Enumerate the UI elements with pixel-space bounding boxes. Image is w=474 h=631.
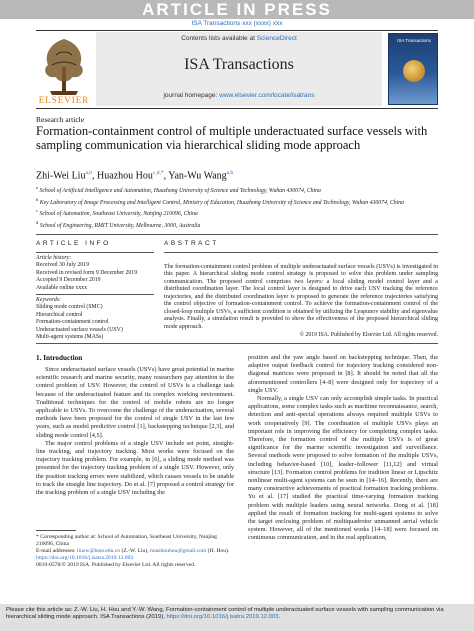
contents-prefix: Contents lists available at	[181, 35, 257, 42]
abstract-copyright: © 2019 ISA. Published by Elsevier Ltd. All rights reserved.	[299, 332, 438, 338]
author-name[interactable]: Huazhou Hou	[97, 170, 153, 182]
keyword-item: Underactuated surface vessels (USV)	[36, 326, 123, 333]
author-affil-marker[interactable]: c,d,*	[152, 170, 164, 176]
introduction-heading: 1. Introduction	[36, 354, 83, 362]
cover-image-graphic	[403, 60, 425, 82]
footnote-rule	[36, 530, 76, 531]
section-divider-bottom	[36, 343, 438, 344]
keyword-item: Multi-agent systems (MASs)	[36, 334, 104, 341]
paragraph: position and the yaw angle based on backstepping technique. Then, the adaptive output feedback control for trajectory tracking considered non-diagonal matrices were proposed in [8]. It should be noted that all the aforementioned controllers [4–8] were designed only for trajectory of a single USV.	[248, 354, 438, 394]
article-type: Research article	[36, 115, 85, 124]
elsevier-wordmark: ELSEVIER	[38, 95, 90, 105]
history-item: Received in revised form 9 December 2019	[36, 269, 138, 276]
abstract-body: The formation-containment control problem of multiple underactuated surface vessels (USVs) is investigated in this paper. A hierarchical sliding mode control strategy is proposed to solve this problem under sampling communication. The proposed control comprises two layers: a local sliding model control layer and a distributed coordination layer. The local control layer is designed to drive each USV tracking the reference trajectories, and the distributed coordination layer is proposed to generate the reference trajectories satisfying the control objective of formation-containment control. To achieve the formation-containment control of the closed-loop multiple USVs, a sufficient condition is obtained by utilizing the Lyapunov stability and eigenvalue analysis. Finally, a simulation result is provided to show the effectiveness of the proposed hierarchical sliding mode approach.	[164, 264, 438, 330]
homepage-prefix: journal homepage:	[163, 92, 220, 99]
affiliation-item: $^a$ School of Artificial Intelligence and Automation, Huazhong University of Science and Technology, Wuhan 430074, China	[36, 185, 321, 194]
keyword-item: Hierarchical control	[36, 311, 83, 318]
history-item: Available online xxxx	[36, 284, 88, 291]
affiliations	[36, 184, 436, 230]
article-history	[36, 255, 154, 292]
body-column-right	[248, 354, 438, 543]
citation-doi-link[interactable]: https://doi.org/10.1016/j.isatra.2019.12.003	[166, 614, 279, 621]
affiliation-item: $^b$ Key Laboratory of Image Processing and Intelligent Control, Ministry of Education, Huazhong University of Science and Technology, Wuhan 430074, China	[36, 196, 405, 206]
keyword-item: Formation-containment control	[36, 319, 109, 326]
history-item: Accepted 9 December 2019	[36, 277, 101, 284]
masthead-top-rule	[36, 30, 438, 31]
cover-title: ISA Transactions	[397, 38, 431, 43]
issn-copyright: 0019-0578/© 2019 ISA. Published by Elsevier Ltd. All rights reserved.	[36, 562, 196, 569]
keyword-item: Sliding mode control (SMC)	[36, 304, 103, 311]
article-title: Formation-containment control of multiple underactuated surface vessels with sampling communication via hierarchical sliding mode approach	[36, 124, 428, 152]
journal-cover-thumbnail[interactable]	[388, 33, 438, 105]
paragraph: Since underactuated surface vessels (USVs) have great potential in marine scientific research and marine security, many researchers pay attention to the control problem of USV. However, the control of USVs is a challenge task because of the underactuated feature and its complex working environment. Traditional techniques for the control of mobile robots are no longer applicable to USVs. To overcome the challenge of the underactuation, several methods have been proposed for the control of single USV in the last few years, such as model predictive control [1], backstepping technique [2,3], and sliding mode control [4,5].	[36, 366, 234, 439]
email-link[interactable]: liuzw@hust.edu.cn	[77, 548, 121, 555]
abstract-rule	[164, 252, 438, 253]
author-affil-marker[interactable]: a,b	[85, 170, 93, 176]
history-label: Article history:	[36, 255, 72, 261]
abstract-heading: ABSTRACT	[164, 240, 219, 247]
affiliation-item: $^c$ School of Automation, Southeast University, Nanjing 210096, China	[36, 208, 198, 217]
keywords-block	[36, 297, 154, 341]
article-in-press-banner: ARTICLE IN PRESS	[0, 0, 474, 19]
author-name[interactable]: Yan-Wu Wang	[168, 170, 227, 182]
doi-link[interactable]: https://doi.org/10.1016/j.isatra.2019.12.003	[36, 555, 134, 562]
footnotes	[36, 530, 234, 569]
keywords-rule	[36, 294, 154, 295]
history-item: Received 30 July 2019	[36, 262, 89, 269]
journal-reference-link[interactable]: ISA Transactions xxx (xxxx) xxx	[191, 20, 283, 27]
article-info-heading: ARTICLE INFO	[36, 240, 111, 247]
citation-text: Please cite this article as: Z.-W. Liu, H. Hou and Y.-W. Wang, Formation-containment control of multiple underactuated surface vessels with sampling communication via hierarchical sliding mode approach. ISA Transactions (2019),	[6, 607, 444, 621]
email-link[interactable]: huazhouhou@gmail.com	[150, 548, 207, 555]
paragraph: Normally, a single USV can only accomplish simple tasks. In practical applications, some complex tasks such as maritime reconnaissance, search, detection and anti-special operations always required multiple USVs to work cooperatively [9]. The coordination of multiple USVs plays an important role in improving the efficiency for completing complex tasks. Therefore, the formation control of the multiple USVs is of great significance for the marine scientific investigation and surveillance. Several methods were proposed to solve formation of the multiple USVs, including behavior-based [10], leader–follower [11,12] and virtual structure [13]. Formation control problems for tradition linear or Lipschitz nonlinear multi-agent systems can be seen in [14–16]. Recently, there are many constructive achievements of practical formation tracking problems. Yu et al. [17] studied the practical time-varying formation tracking problem with multiple leaders using neural networks. Dong et al. [18] applied the result of formation tracking for multi-agent systems to solve the target enclosing problem of multiquadrotor unmanned aerial vehicle system. However, all of the mentioned works [14–18] were focused on continuous communication, and in the real application,	[248, 395, 438, 542]
contents-available-line	[96, 35, 382, 42]
section-divider	[36, 234, 438, 235]
article-info-rule	[36, 252, 154, 253]
citation-box: Please cite this article as: Z.-W. Liu, H. Hou and Y.-W. Wang, Formation-containment control of multiple underactuated surface vessels with sampling communication via hierarchical sliding mode approach. ISA Transactions (2019), https://doi.org/10.1016/j.isatra.2019.12.003.	[0, 604, 474, 631]
author-name[interactable]: Zhi-Wei Liu	[36, 170, 86, 182]
journal-homepage-line	[96, 92, 382, 99]
homepage-url-link[interactable]: www.elsevier.com/locate/isatrans	[219, 92, 315, 99]
author-list: Zhi-Wei Liu$^{a,b}$, Huazhou Hou$^{c,d,*}$, Yan-Wu Wang$^{a,b}$	[36, 170, 234, 182]
masthead-bottom-rule	[36, 108, 438, 109]
body-column-left	[36, 366, 234, 497]
paragraph: The major control problems of a single USV include set point, straight-line tracking, and trajectory tracking. Most works were focused on the trajectory tracking problem. For example, in [6], a sliding mode method was presented for the trajectory tracking problem of a single USV. However, only the position tracking errors were stabilized, which causes vessels to be unable to track the straight line trajectory. Do et al. [7] proposed a control strategy for the tracking problem of a single USV including the	[36, 439, 234, 497]
author-affil-marker[interactable]: a,b	[226, 170, 234, 176]
masthead-banner	[96, 32, 382, 106]
sciencedirect-link[interactable]: ScienceDirect	[256, 35, 297, 42]
affiliation-item: $^d$ School of Engineering, RMIT University, Melbourne, 3000, Australia	[36, 219, 201, 229]
keywords-label: Keywords:	[36, 297, 61, 303]
email-addresses: E-mail addresses: liuzw@hust.edu.cn (Z.-W. Liu), huazhouhou@gmail.com (H. Hou).	[36, 548, 230, 555]
corresponding-author-note: * Corresponding author at: School of Automation, Southeast University, Nanjing 210096, China	[36, 534, 217, 548]
journal-title[interactable]: ISA Transactions	[184, 56, 294, 73]
